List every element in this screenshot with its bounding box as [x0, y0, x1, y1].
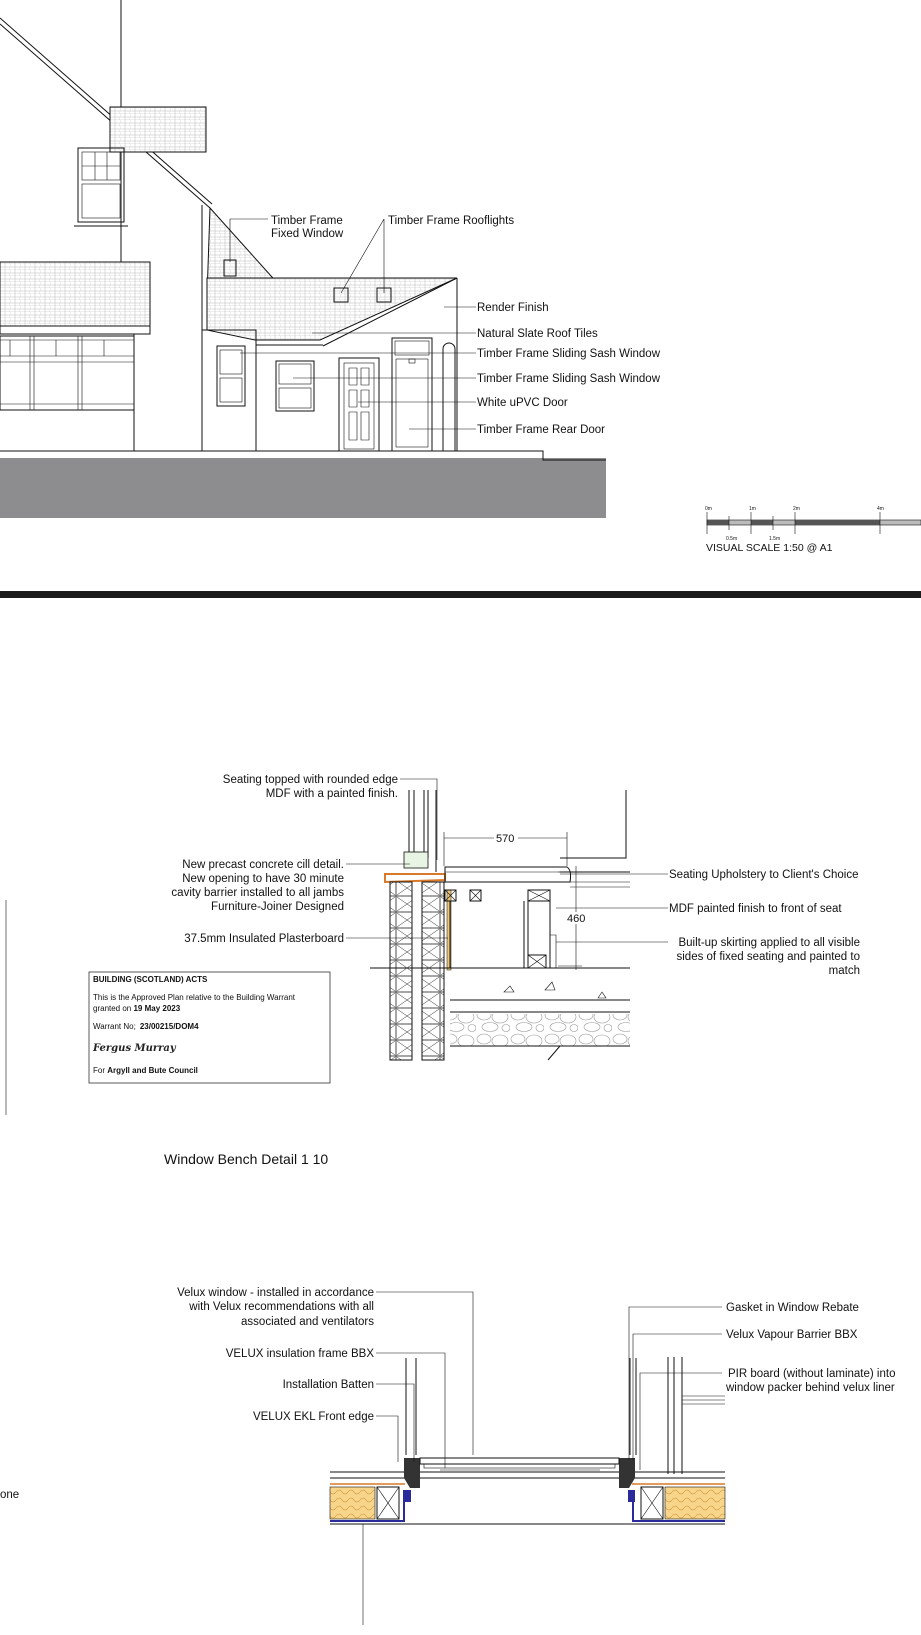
label-fixed-window: Timber Frame Fixed Window	[271, 215, 344, 240]
label-insulation-frame: VELUX insulation frame BBX	[225, 1348, 374, 1360]
label-rear-door: Timber Frame Rear Door	[477, 424, 606, 436]
label-precast-cill: New precast concrete cill detail. New opening to have 30 minute cavity barrier installed to all jambs Furniture-Joiner Designed	[171, 859, 344, 913]
scale-bar	[705, 506, 921, 554]
label-gasket: Gasket in Window Rebate	[726, 1302, 859, 1314]
label-rooflights: Timber Frame Rooflights	[388, 215, 515, 227]
label-seating-topped: Seating topped with rounded edge MDF with a painted finish.	[222, 774, 398, 800]
wall-verticals	[668, 1357, 682, 1474]
velux-detail	[0, 1287, 895, 1625]
label-insulated-plasterboard: 37.5mm Insulated Plasterboard	[184, 933, 344, 945]
insulation-right	[665, 1487, 725, 1519]
scale-tick-3: 1.5m	[769, 536, 781, 542]
window-bench-detail	[6, 774, 860, 1167]
dim-570: 570	[496, 833, 515, 845]
bench-detail-title: Window Bench Detail 1 10	[164, 1151, 329, 1167]
stamp-signature: Fergus Murray	[93, 1043, 176, 1054]
upper-roof-tiles	[110, 107, 206, 152]
label-mdf-finish: MDF painted finish to front of seat	[669, 903, 842, 915]
rear-door	[392, 338, 432, 451]
blockwork-inner	[422, 882, 444, 1060]
scale-tick-5: 4m	[877, 506, 884, 512]
scale-tick-1: 0.5m	[726, 536, 738, 542]
approval-stamp	[89, 972, 330, 1083]
dormer-window	[74, 148, 128, 226]
dim-460: 460	[567, 913, 586, 925]
rafter-left	[377, 1487, 399, 1519]
label-upvc-door: White uPVC Door	[477, 397, 568, 409]
lining-verticals	[406, 1358, 636, 1455]
wall-lining	[682, 1396, 725, 1404]
label-pir-board: PIR board (without laminate) into window packer behind velux liner	[726, 1368, 896, 1394]
stamp-council: For Argyll and Bute Council	[93, 1066, 198, 1075]
bay-windows	[0, 334, 134, 451]
scale-tick-0: 0m	[705, 506, 712, 512]
ground-hatch	[0, 458, 606, 518]
room-wall	[560, 790, 630, 872]
sub-base	[450, 1046, 630, 1060]
bay-roof	[0, 262, 150, 326]
stamp-line2: granted on 19 May 2023	[93, 1004, 181, 1013]
downpipe	[443, 343, 455, 451]
label-velux-window: Velux window - installed in accordance with Velux recommendations with all associated and ventilators	[177, 1287, 374, 1328]
concrete-cill	[385, 874, 445, 882]
insulation-left	[330, 1487, 375, 1519]
label-sash-window-2: Timber Frame Sliding Sash Window	[477, 373, 660, 385]
label-installation-batten: Installation Batten	[282, 1379, 374, 1391]
velux-leaders	[376, 1292, 722, 1470]
scale-caption: VISUAL SCALE 1:50 @ A1	[706, 542, 833, 554]
label-skirting: Built-up skirting applied to all visible sides of fixed seating and painted to match	[676, 937, 860, 977]
stamp-line1: This is the Approved Plan relative to the Building Warrant	[93, 993, 296, 1002]
blockwork-outer	[390, 882, 412, 1060]
rafter-right	[641, 1487, 663, 1519]
label-ekl-front-edge: VELUX EKL Front edge	[252, 1411, 374, 1423]
hardcore-fill	[450, 1014, 630, 1046]
aggregate-marks	[504, 982, 606, 998]
label-render-finish: Render Finish	[477, 302, 549, 314]
stamp-heading: BUILDING (SCOTLAND) ACTS	[93, 975, 208, 984]
extension-roof-tiles	[207, 278, 457, 340]
label-upholstery: Seating Upholstery to Client's Choice	[669, 869, 859, 881]
edge-fragment-text: one	[0, 1489, 20, 1501]
label-roof-tiles: Natural Slate Roof Tiles	[477, 328, 598, 340]
cill-frame	[404, 852, 428, 868]
bay-fascia	[0, 326, 150, 334]
sash-window-1	[217, 346, 245, 406]
sheet-divider	[0, 591, 921, 598]
label-vapour-barrier: Velux Vapour Barrier BBX	[726, 1329, 858, 1341]
velux-frame	[404, 1458, 635, 1502]
roof-deck	[330, 1472, 725, 1478]
rear-elevation	[0, 0, 921, 554]
scale-tick-4: 2m	[793, 506, 800, 512]
stamp-warrant: Warrant No; 23/00215/DOM4	[93, 1022, 199, 1031]
scale-tick-2: 1m	[749, 506, 756, 512]
sash-window-2	[276, 361, 314, 411]
bench-seat	[445, 867, 630, 968]
upvc-door	[339, 358, 379, 451]
label-sash-window-1: Timber Frame Sliding Sash Window	[477, 348, 660, 360]
dimensions	[444, 832, 592, 970]
